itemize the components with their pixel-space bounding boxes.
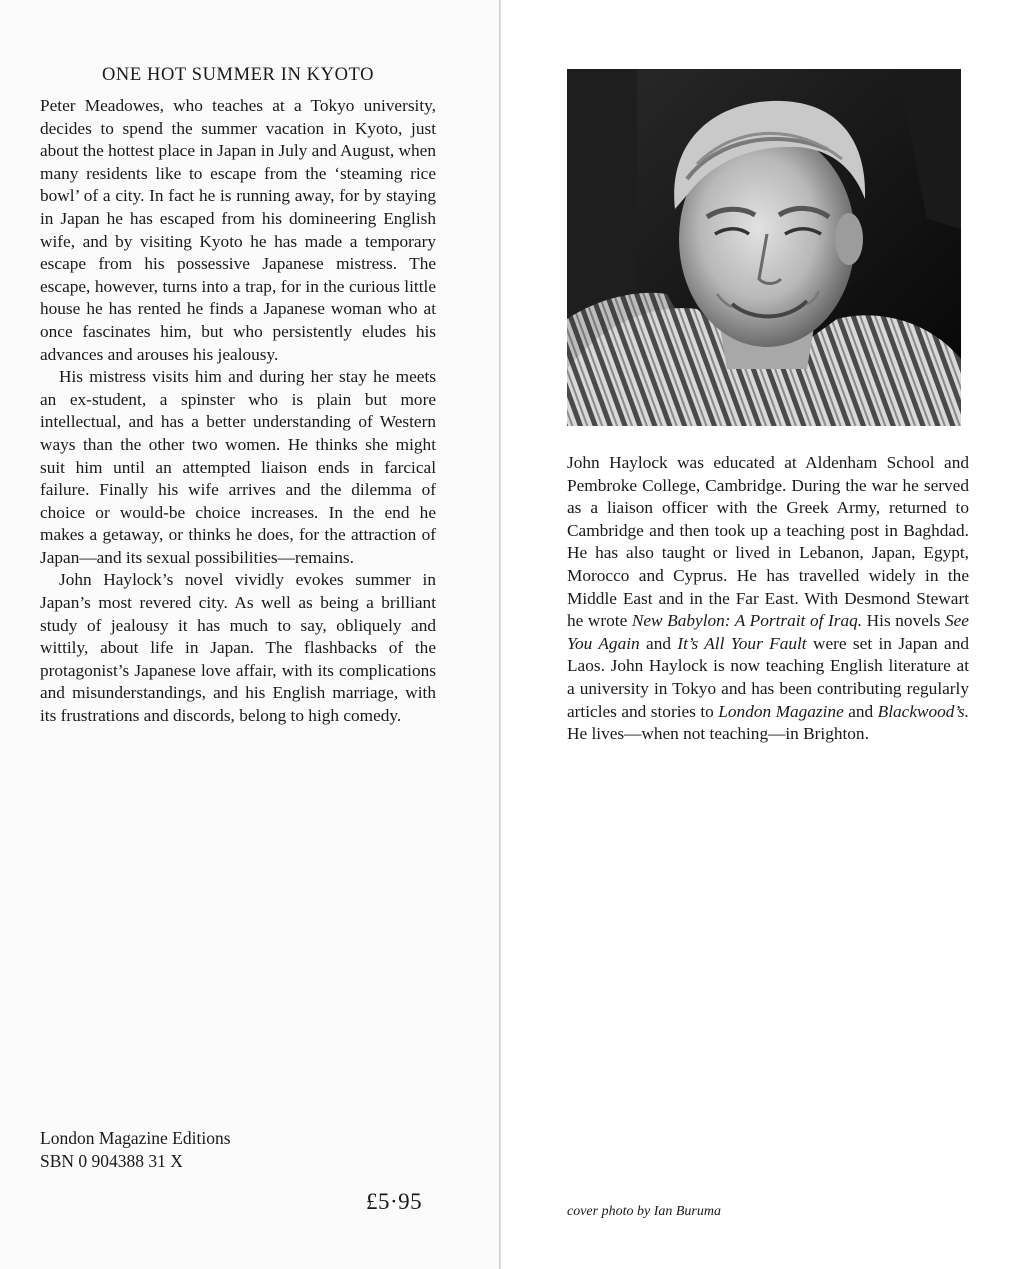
author-portrait-photo: [567, 69, 961, 426]
front-flap: [0, 0, 499, 1269]
bio-text-4: were set in Japan and Laos. John Haylock is now teaching English literature at a university in Tokyo and has been contributing regularly articles and stories to: [567, 633, 969, 721]
synopsis: [40, 95, 436, 728]
synopsis-paragraph-2: His mistress visits him and during her stay he meets an ex-student, a spinster who is plain but more intellectual, and has a better understanding of Western ways than the other two women. He thinks she might suit him until an attempted liaison ends in farcical failure. Finally his wife arrives and the dilemma of choice or would-be choice increases. In the end he makes a getaway, or thinks he does, for the attraction of Japan—and its sexual possibilities—remains.: [40, 367, 436, 567]
portrait-illustration: [567, 69, 961, 426]
book-title-new-babylon: New Babylon: A Portrait of Iraq.: [631, 611, 863, 631]
author-biography: [567, 452, 969, 746]
synopsis-paragraph-3: John Haylock’s novel vividly evokes summer in Japan’s most revered city. As well as being a brilliant study of jealousy it has much to say, obliquely and wittily, about life in Japan. The flashbacks of the protagonist’s Japanese love affair, with its complications and misunderstandings, and his English marriage, with its frustrations and discords, belong to high comedy.: [40, 570, 436, 726]
photo-credit: cover photo by Ian Buruma: [567, 1204, 721, 1219]
publisher-block: [40, 1127, 231, 1172]
back-flap: [501, 0, 1013, 1269]
publisher-name: London Magazine Editions: [40, 1128, 231, 1148]
bio-text-2: His novels: [862, 611, 945, 631]
price: £5·95: [366, 1189, 423, 1214]
bio-text-5: and: [843, 701, 878, 721]
sbn-number: SBN 0 904388 31 X: [40, 1150, 183, 1171]
magazine-title-blackwoods: Blackwood’s.: [877, 701, 970, 721]
bio-text-1: John Haylock was educated at Aldenham School and Pembroke College, Cambridge. During the war he served as a liaison officer with the Greek Army, returned to Cambridge and then took up a teaching post in Baghdad. He has also taught or lived in Lebanon, Japan, Egypt, Morocco and Cyprus. He has travelled widely in the Middle East and in the Far East. With Desmond Stewart he wrote: [567, 453, 969, 631]
bio-text-6: He lives—when not teaching—in Brighton.: [567, 724, 869, 744]
book-title-its-all-your-fault: It’s All Your Fault: [677, 633, 807, 653]
synopsis-paragraph-1: Peter Meadowes, who teaches at a Tokyo university, decides to spend the summer vacation in Kyoto, just about the hottest place in Japan in July and August, when many residents like to escape from the ‘steaming rice bowl’ of a city. In fact he is running away, for by staying in Japan he has escaped from his domineering English wife, and by visiting Kyoto he has made a temporary escape from his possessive Japanese mistress. The escape, however, turns into a trap, for in the curious little house he has rented he finds a Japanese woman who at once fascinates him, but who persistently eludes his advances and arouses his jealousy.: [40, 96, 436, 364]
flap-title: ONE HOT SUMMER IN KYOTO: [101, 65, 375, 85]
book-title-see-you-again: See You Again: [567, 611, 969, 653]
magazine-title-london-magazine: London Magazine: [718, 701, 844, 721]
bio-text-3: and: [639, 633, 678, 653]
